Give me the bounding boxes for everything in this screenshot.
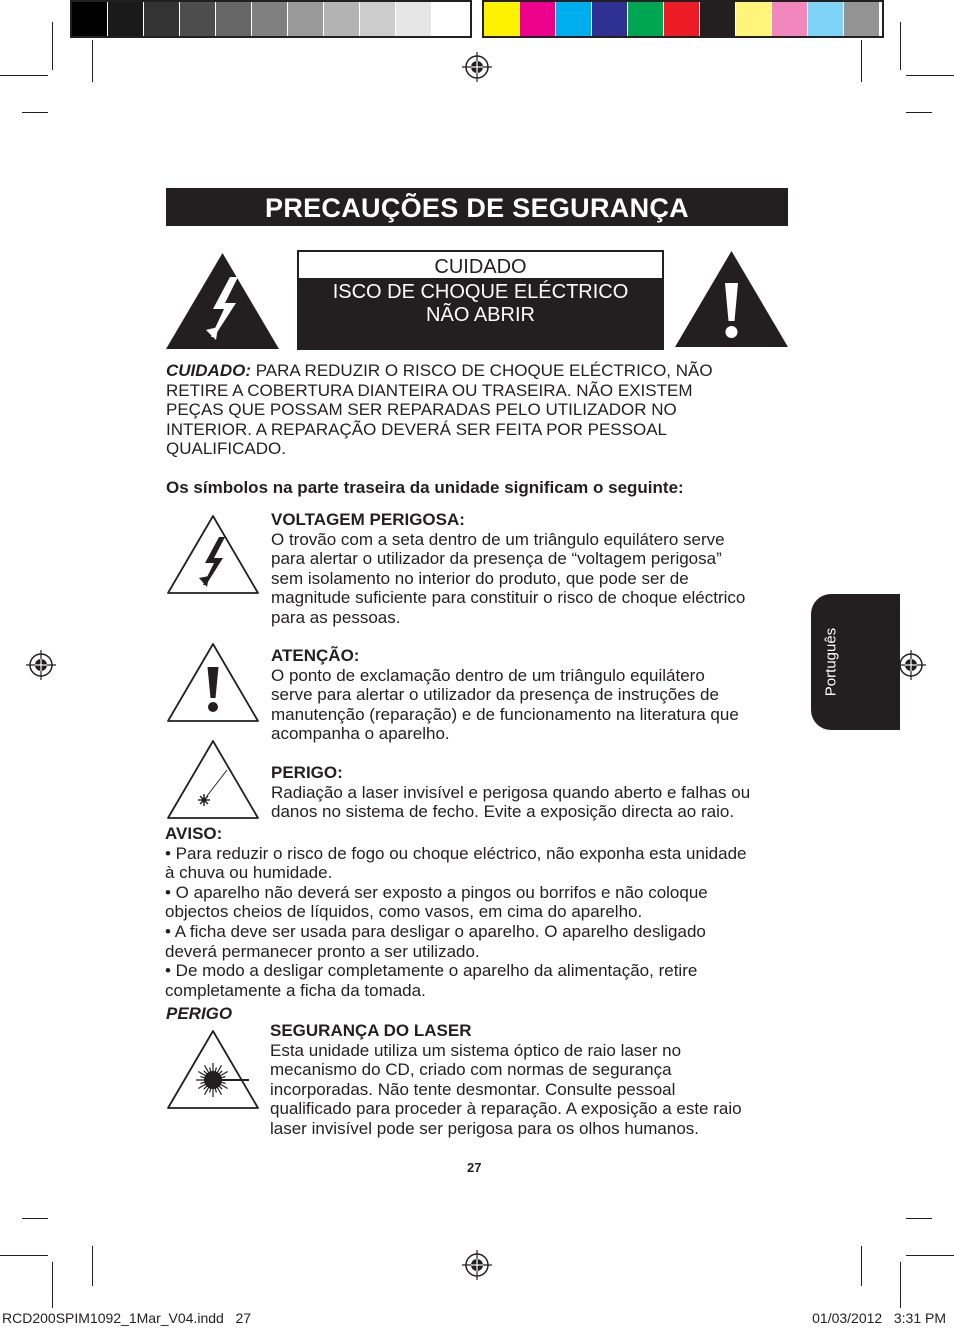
symbol-text-line: para as pessoas. <box>271 607 401 627</box>
color-swatch <box>520 2 555 36</box>
color-swatch <box>252 2 287 36</box>
color-swatch <box>396 2 431 36</box>
color-swatch <box>360 2 395 36</box>
symbol-text-line: para alertar o utilizador da presença de “voltagem perigosa” <box>271 549 722 569</box>
color-swatch <box>772 2 807 36</box>
caution-text-line: INTERIOR. A REPARAÇÃO DEVERÁ SER FEITA POR PESSOAL <box>166 419 668 439</box>
symbol-text-line: serve para alertar o utilizador da presença de instruções de <box>271 685 719 705</box>
symbol-text-line: Radiação a laser invisível e perigosa quando aberto e falhas ou <box>271 782 751 802</box>
symbol-voltage <box>271 510 791 628</box>
color-swatch <box>108 2 143 36</box>
laser-danger-label: PERIGO <box>166 1004 233 1023</box>
language-tab-label: Português <box>822 627 840 697</box>
page-title: PRECAUÇÕES DE SEGURANÇA <box>166 188 788 226</box>
warning-heading: AVISO: <box>165 824 223 843</box>
registration-mark-icon <box>462 52 492 82</box>
color-swatch <box>216 2 251 36</box>
caution-line-2: NÃO ABRIR <box>426 304 535 326</box>
symbol-text-line: acompanha o aparelho. <box>271 724 450 744</box>
exclamation-triangle-icon <box>673 249 790 349</box>
color-swatch <box>324 2 359 36</box>
caution-text-line: QUALIFICADO. <box>166 439 286 459</box>
laser-line: mecanismo do CD, criado com normas de segurança <box>270 1060 672 1080</box>
symbol-text-line: manutenção (reparação) e de funcionamento na literatura que <box>271 704 739 724</box>
lightning-triangle-icon <box>164 251 281 351</box>
symbol-text-line: magnitude suficiente para constituir o risco de choque eléctrico <box>271 588 746 608</box>
registration-mark-icon <box>462 1250 492 1280</box>
caution-label: CUIDADO: <box>166 361 251 380</box>
warning-line: • Para reduzir o risco de fogo ou choque eléctrico, não exponha esta unidade <box>165 843 747 863</box>
caution-heading: CUIDADO <box>299 252 662 278</box>
warning-line: deverá permanecer pronto a ser utilizado. <box>165 941 480 961</box>
warning-line: completamente a ficha da tomada. <box>165 980 426 1000</box>
registration-mark-icon <box>896 650 926 680</box>
color-swatch <box>664 2 699 36</box>
color-swatch <box>844 2 879 36</box>
symbol-heading: PERIGO: <box>271 763 343 782</box>
warning-section <box>165 824 795 1000</box>
color-swatch <box>288 2 323 36</box>
laser-beam-triangle-icon <box>165 738 261 821</box>
symbol-heading: VOLTAGEM PERIGOSA: <box>271 510 465 529</box>
symbol-danger <box>271 763 791 822</box>
symbol-text-line: O trovão com a seta dentro de um triângulo equilátero serve <box>271 529 725 549</box>
caution-text-line: RETIRE A COBERTURA DIANTEIRA OU TRASEIRA. NÃO EXISTEM <box>166 380 693 400</box>
warning-line: • O aparelho não deverá ser exposto a pingos ou borrifos e não coloque <box>165 882 708 902</box>
symbol-heading: ATENÇÃO: <box>271 646 360 665</box>
laser-section <box>270 1021 790 1139</box>
symbol-text-line: danos no sistema de fecho. Evite a exposição directa ao raio. <box>271 802 735 822</box>
laser-line: qualificado para proceder à reparação. A exposição a este raio <box>270 1099 742 1119</box>
color-swatch <box>484 2 519 36</box>
symbols-intro: Os símbolos na parte traseira da unidade significam o seguinte: <box>166 478 684 497</box>
color-swatch <box>808 2 843 36</box>
symbol-text-line: sem isolamento no interior do produto, que pode ser de <box>271 568 689 588</box>
color-swatch <box>736 2 771 36</box>
registration-mark-icon <box>26 650 56 680</box>
language-tab <box>811 594 900 730</box>
symbol-text-line: O ponto de exclamação dentro de um triângulo equilátero <box>271 665 705 685</box>
caution-text-line: PEÇAS QUE POSSAM SER REPARADAS PELO UTILIZADOR NO <box>166 400 677 420</box>
laser-heading: SEGURANÇA DO LASER <box>270 1021 472 1040</box>
laser-line: incorporadas. Não tente desmontar. Consulte pessoal <box>270 1079 676 1099</box>
caution-line-1: ISCO DE CHOQUE ELÉCTRICO <box>332 281 629 303</box>
footer-filename: RCD200SPIM1092_1Mar_V04.indd 27 <box>2 1310 252 1326</box>
warning-line: à chuva ou humidade. <box>165 863 333 883</box>
caution-box <box>297 250 664 350</box>
lightning-triangle-icon <box>165 513 261 596</box>
footer-datetime: 01/03/2012 3:31 PM <box>812 1310 946 1326</box>
page-number: 27 <box>467 1160 482 1175</box>
laser-starburst-triangle-icon <box>165 1028 261 1111</box>
warning-line: objectos cheios de líquidos, como vasos, em cima do aparelho. <box>165 902 643 922</box>
color-swatch <box>700 2 735 36</box>
color-swatch <box>180 2 215 36</box>
color-swatch <box>432 2 467 36</box>
color-swatch <box>628 2 663 36</box>
caution-paragraph <box>166 361 766 459</box>
symbol-attention <box>271 646 791 744</box>
laser-line: Esta unidade utiliza um sistema óptico de raio laser no <box>270 1040 682 1060</box>
color-swatch <box>72 2 107 36</box>
warning-line: • De modo a desligar completamente o aparelho da alimentação, retire <box>165 961 698 981</box>
color-swatch <box>144 2 179 36</box>
exclamation-triangle-icon <box>165 641 261 724</box>
caution-text-line: PARA REDUZIR O RISCO DE CHOQUE ELÉCTRICO, NÃO <box>251 361 713 380</box>
color-swatch <box>592 2 627 36</box>
color-swatch <box>556 2 591 36</box>
laser-line: laser invisível pode ser perigosa para os olhos humanos. <box>270 1118 700 1138</box>
warning-line: • A ficha deve ser usada para desligar o aparelho. O aparelho desligado <box>165 921 706 941</box>
